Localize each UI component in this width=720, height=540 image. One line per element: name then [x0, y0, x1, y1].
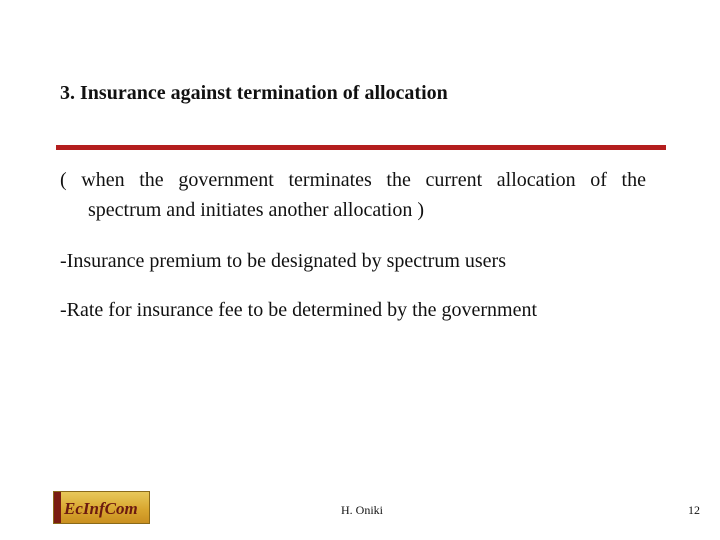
body-paragraph-note — [60, 165, 646, 225]
ecinfcom-logo — [53, 491, 150, 524]
note-line-2: spectrum and initiates another allocation ) — [88, 199, 424, 221]
slide-title: 3. Insurance against termination of allocation — [60, 82, 448, 104]
note-line-1: ( when the government terminates the current allocation of the — [60, 169, 646, 191]
body-paragraph-rate: -Rate for insurance fee to be determined by the government — [60, 299, 538, 321]
body-paragraph-premium: -Insurance premium to be designated by spectrum users — [60, 250, 506, 272]
title-divider — [56, 145, 666, 150]
page-number: 12 — [688, 503, 700, 517]
logo-graphic — [54, 492, 149, 523]
footer-author: H. Oniki — [341, 503, 383, 517]
logo-wordmark: EcInfCom — [64, 499, 138, 518]
